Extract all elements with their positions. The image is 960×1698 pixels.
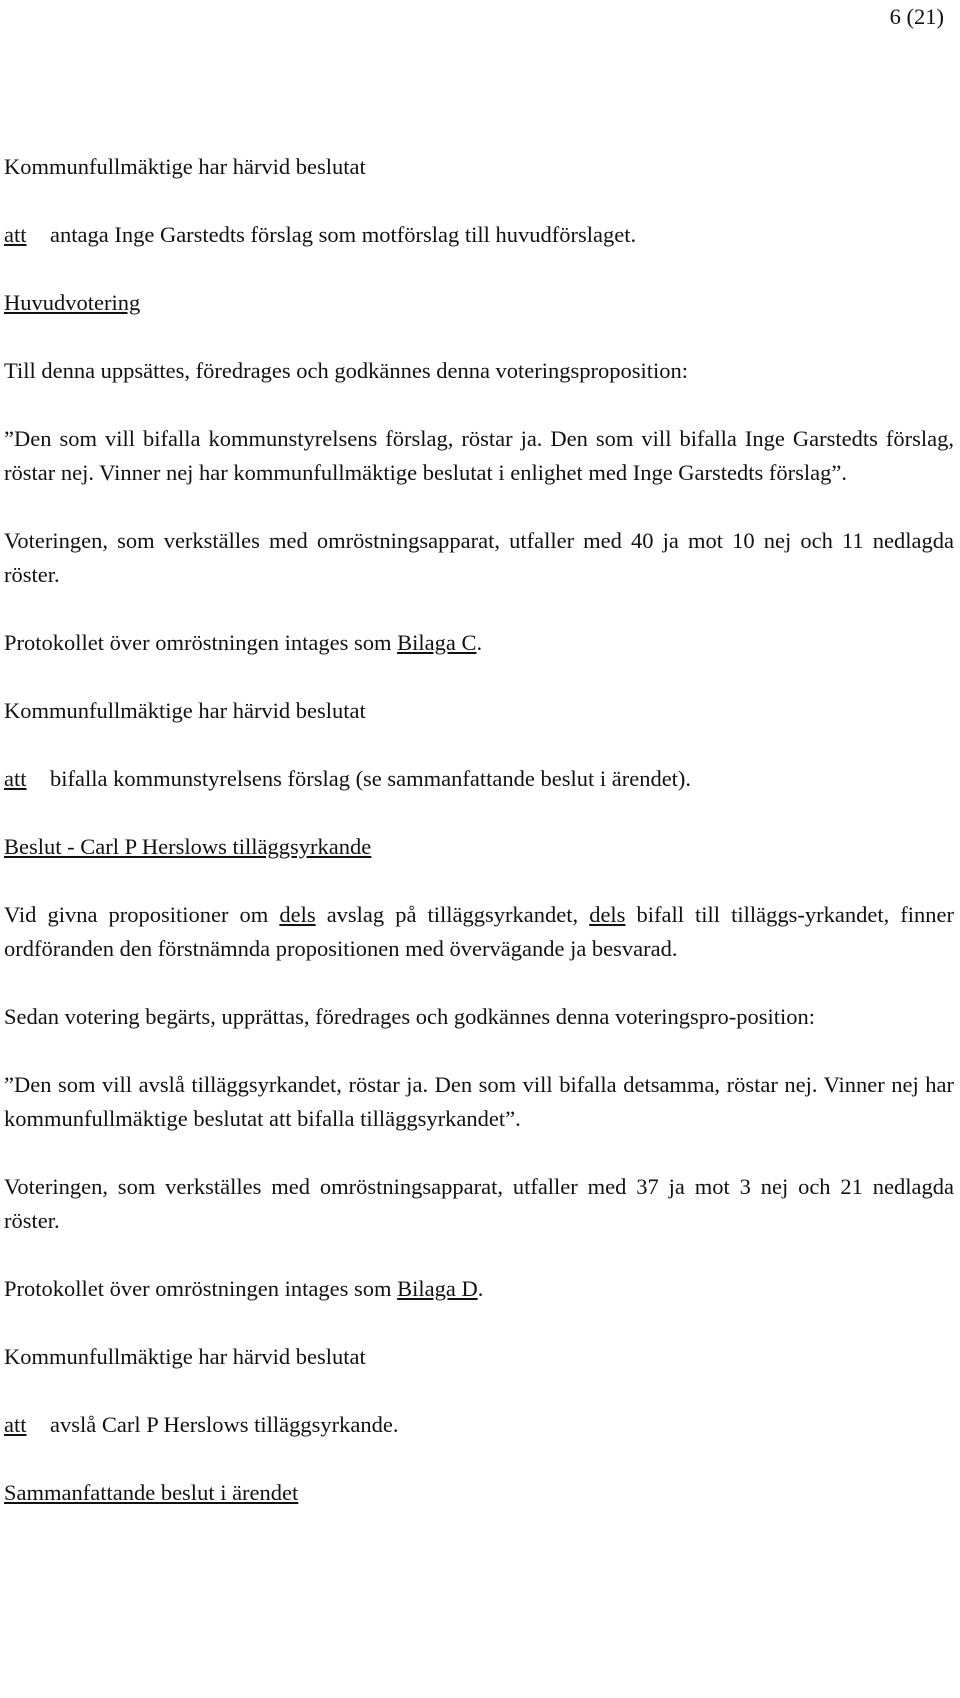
protocol-note-end: .	[477, 1276, 484, 1301]
document-body	[4, 150, 954, 1510]
paragraph: Till denna uppsättes, föredrages och godkännes denna voteringsproposition:	[4, 358, 689, 383]
protocol-note	[4, 626, 954, 660]
paragraph	[4, 898, 954, 966]
att-text: bifalla kommunstyrelsens förslag (se sammanfattande beslut i ärendet).	[50, 766, 692, 791]
text-span: Vid givna propositioner om	[4, 902, 280, 927]
voting-proposition: ”Den som vill avslå tilläggsyrkandet, röstar ja. Den som vill bifalla detsamma, röstar nej. Vinner nej har kommunfullmäktige beslutat att bifalla tilläggsyrkandet”.	[4, 1072, 954, 1131]
appendix-link[interactable]: Bilaga D	[397, 1276, 478, 1301]
decision-intro: Kommunfullmäktige har härvid beslutat	[4, 154, 366, 179]
att-clause	[4, 762, 954, 796]
emphasis-dels: dels	[279, 902, 316, 927]
att-label: att	[4, 766, 27, 791]
protocol-note	[4, 1272, 954, 1306]
att-text: antaga Inge Garstedts förslag som motförslag till huvudförslaget.	[50, 222, 637, 247]
voting-proposition: ”Den som vill bifalla kommunstyrelsens förslag, röstar ja. Den som vill bifalla Inge Garstedts förslag, röstar nej. Vinner nej har kommunfullmäktige beslutat i enlighet med Inge Garstedts förslag”.	[4, 426, 954, 485]
protocol-note-text: Protokollet över omröstningen intages som	[4, 630, 398, 655]
voting-result: Voteringen, som verkställes med omröstningsapparat, utfaller med 37 ja mot 3 nej och 21 nedlagda röster.	[4, 1174, 954, 1233]
protocol-note-text: Protokollet över omröstningen intages som	[4, 1276, 398, 1301]
text-span: avslag på tilläggsyrkandet,	[315, 902, 590, 927]
page-number: 6 (21)	[889, 4, 944, 29]
paragraph: Sedan votering begärts, upprättas, föredrages och godkännes denna voteringspro-position:	[4, 1004, 816, 1029]
section-heading-beslut: Beslut - Carl P Herslows tilläggsyrkande	[4, 834, 372, 859]
att-clause	[4, 1408, 954, 1442]
voting-result: Voteringen, som verkställes med omröstningsapparat, utfaller med 40 ja mot 10 nej och 11 nedlagda röster.	[4, 528, 954, 587]
decision-intro: Kommunfullmäktige har härvid beslutat	[4, 1344, 366, 1369]
att-label: att	[4, 1412, 27, 1437]
appendix-link[interactable]: Bilaga C	[397, 630, 477, 655]
section-heading-sammanfattande: Sammanfattande beslut i ärendet	[4, 1480, 299, 1505]
text-span: bifall till tilläggs-yrkandet, finner ordföranden den förstnämnda propositionen med övervägande ja besvarad.	[4, 902, 954, 961]
decision-intro: Kommunfullmäktige har härvid beslutat	[4, 698, 366, 723]
section-heading-huvudvotering: Huvudvotering	[4, 290, 141, 315]
att-text: avslå Carl P Herslows tilläggsyrkande.	[50, 1412, 399, 1437]
emphasis-dels: dels	[589, 902, 626, 927]
att-clause	[4, 218, 954, 252]
protocol-note-end: .	[476, 630, 483, 655]
att-label: att	[4, 222, 27, 247]
